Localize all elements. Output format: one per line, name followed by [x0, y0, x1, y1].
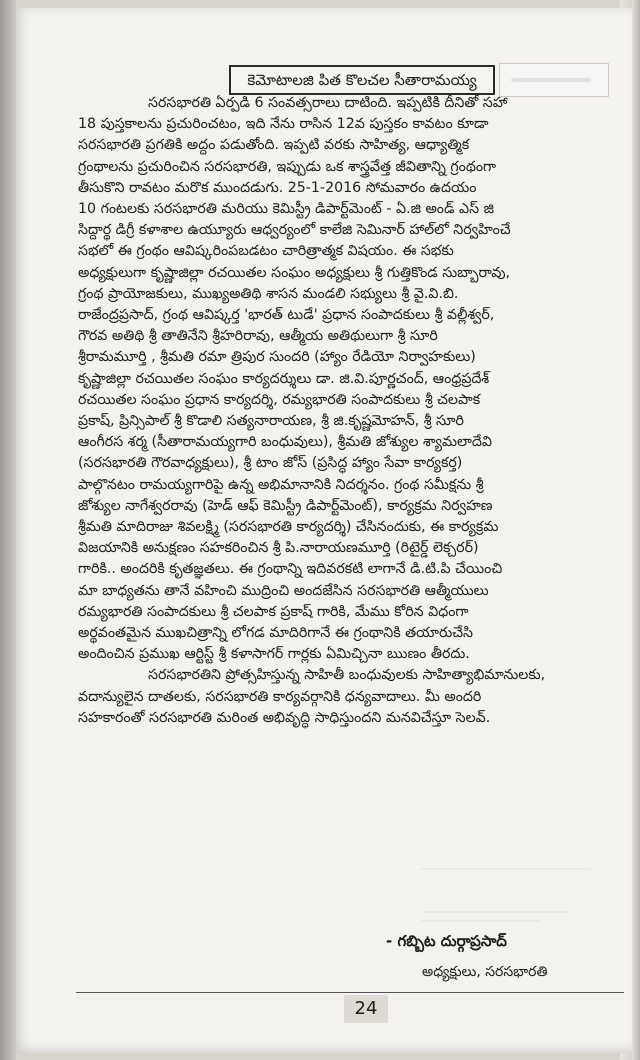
body-line-8: సభలో ఈ గ్రంథం ఆవిష్కరింపబడటం చారిత్రాత్మక విషయం. ఈ సభకు: [78, 243, 454, 260]
body-line-27: అందించిన ప్రముఖ ఆర్టిస్ట్ శ్రీ కళాసాగర్ గార్లకు ఏమిచ్చినా ఋణం తీరదు.: [78, 646, 470, 663]
body-line-17: ఆంగీరస శర్మ (సీతారామయ్యగారి బంధువులు), శ్రీమతి జోశ్యుల శ్యామలాదేవి: [78, 434, 492, 451]
page-right-edge: [632, 0, 640, 1060]
body-line-4: గ్రంథాలను ప్రచురించిన సరసభారతి, ఇప్పుడు ఒక శాస్త్రవేత్త జీవితాన్ని గ్రంథంగా: [78, 158, 497, 175]
body-line-23: గారికి.. అందరికి కృతజ్ఞతలు. ఈ గ్రంథాన్ని ఇదివరకటి లాగానే డి.టి.పి చేయించి: [78, 561, 503, 578]
body-line-9: అధ్యక్షులుగా కృష్ణాజిల్లా రచయితల సంఘం అధ్యక్షులు శ్రీ గుత్తికొండ సుబ్బారావు,: [78, 264, 511, 281]
body-line-2: 18 పుస్తకాలను ప్రచురించటం, ఇది నేను రాసిన 12వ పుస్తకం కావటం కూడా: [78, 116, 489, 133]
body-line-7: సిద్దార్థ డిగ్రీ కళాశాల ఉయ్యూరు ఆధ్వర్యంలో కాలేజి సెమినార్ హాల్‌లో నిర్వహించే: [78, 222, 511, 239]
book-page: [16, 8, 636, 1053]
body-line-14: కృష్ణాజిల్లా రచయితల సంఘం కార్యదర్శులు డా. జి.వి.పూర్ణచంద్, ఆంధ్రప్రదేశ్: [78, 370, 490, 387]
signature-title: అధ్యక్షులు, సరసభారతి: [422, 964, 548, 980]
body-line-5: తీసుకొని రావటం మరొక ముందడుగు. 25-1-2016 సోమవారం ఉదయం: [78, 179, 477, 196]
page-header-title: కెమోటాలజి పిత కొలచల సీతారామయ్య: [229, 65, 495, 95]
body-line-20: జోశ్యుల నాగేశ్వరరావు (హెడ్ ఆఫ్ కెమిస్ట్రీ డిపార్ట్‌మెంట్), కార్యక్రమ నిర్వహణ: [78, 497, 493, 514]
bleed-through-mark: [421, 868, 591, 870]
body-text: [78, 93, 618, 729]
signature-name: - గబ్బిట దుర్గాప్రసాద్: [386, 932, 507, 950]
body-line-12: గౌరవ అతిథి శ్రీ తాతినేని శ్రీహరిరావు, ఆత్మీయ అతిథులుగా శ్రీ సూరి: [78, 328, 438, 345]
body-line-13: శ్రీరామమూర్తి , శ్రీమతి రమా త్రిపుర సుందరి (హ్యాం రేడియో నిర్వాహకులు): [78, 349, 476, 366]
body-line-21: శ్రీమతి మాదిరాజు శివలక్ష్మి (సరసభారతి కార్యదర్శి) చేసినందుకు, ఈ కార్యక్రమ: [78, 519, 499, 536]
bleed-through-mark: [421, 911, 571, 913]
body-line-26: అర్థవంతమైన ముఖచిత్రాన్ని లోగడ మాదిరిగానే ఈ గ్రంథానికి తయారుచేసి: [78, 625, 474, 642]
bleed-through-header-line: [511, 78, 591, 82]
body-line-6: 10 గంటలకు సరసభారతి మరియు కెమిస్ట్రీ డిపార్ట్‌మెంట్ - ఏ.జి అండ్ ఎస్ జి: [78, 201, 494, 218]
body-line-11: రాజేంద్రప్రసాద్, గ్రంథ ఆవిష్కర్త 'భారత్ టుడే' ప్రధాన సంపాదకులు శ్రీ వల్లీశ్వర్,: [78, 307, 495, 324]
body-line-3: సరసభారతి ప్రగతికి అద్దం పడుతోంది. ఇప్పటి వరకు సాహిత్య, ఆధ్యాత్మిక: [78, 137, 470, 154]
body-line-24: మా బాధ్యతను తానే వహించి ముద్రించి అందజేసిన సరసభారతి ఆత్మీయులు: [78, 582, 489, 599]
book-gutter-shadow: [0, 0, 16, 1060]
bleed-through-mark: [421, 920, 541, 922]
page-number: 24: [344, 995, 388, 1023]
footer-rule: [76, 992, 624, 993]
body-line-19: పాల్గొనటం రామయ్యగారిపై ఉన్న అభిమానానికి నిదర్శనం. గ్రంథ సమీక్షను శ్రీ: [78, 476, 484, 493]
body-line-22: విజయానికి అనుక్షణం సహకరించిన శ్రీ పి.నారాయణమూర్తి (రిటైర్డ్ లెక్చరర్): [78, 540, 479, 557]
body-line-1: సరసభారతి ఏర్పడి 6 సంవత్సరాలు దాటింది. ఇప్పటికి దీనితో సహా: [148, 95, 508, 111]
closing-line-3: సహకారంతో సరసభారతి మరింత అభివృద్ధి సాధిస్తుందని మనవిచేస్తూ సెలవ్.: [78, 709, 491, 726]
body-line-25: రమ్యభారతి సంపాదకులు శ్రీ చలపాక ప్రకాష్ గారికి, మేము కోరిన విధంగా: [78, 603, 469, 620]
closing-line-1: సరసభారతిని ప్రోత్సహిస్తున్న సాహితీ బంధువులకు సాహిత్యాభిమానులకు,: [148, 667, 546, 684]
body-line-15: రచయితల సంఘం ప్రధాన కార్యదర్శి, రమ్యభారతి సంపాదకులు శ్రీ చలపాక: [78, 391, 481, 408]
body-line-10: గ్రంథ ప్రాయోజకులు, ముఖ్యఅతిథి శాసన మండలి సభ్యులు శ్రీ వై.వి.బి.: [78, 285, 459, 302]
body-line-16: ప్రకాష్, ప్రిన్సిపాల్ శ్రీ కొడాలి సత్యనారాయణ, శ్రీ జి.కృష్ణమోహన్, శ్రీ సూరి: [78, 413, 464, 430]
closing-line-2: వదాన్యులైన దాతలకు, సరసభారతి కార్యవర్గానికి ధన్యవాదాలు. మీ అందరి: [78, 688, 482, 705]
body-line-18: (సరసభారతి గౌరవాధ్యక్షులు), శ్రీ టాం జోస్ (ప్రసిద్ధ హ్యాం సేవా కార్యకర్త): [78, 455, 463, 472]
